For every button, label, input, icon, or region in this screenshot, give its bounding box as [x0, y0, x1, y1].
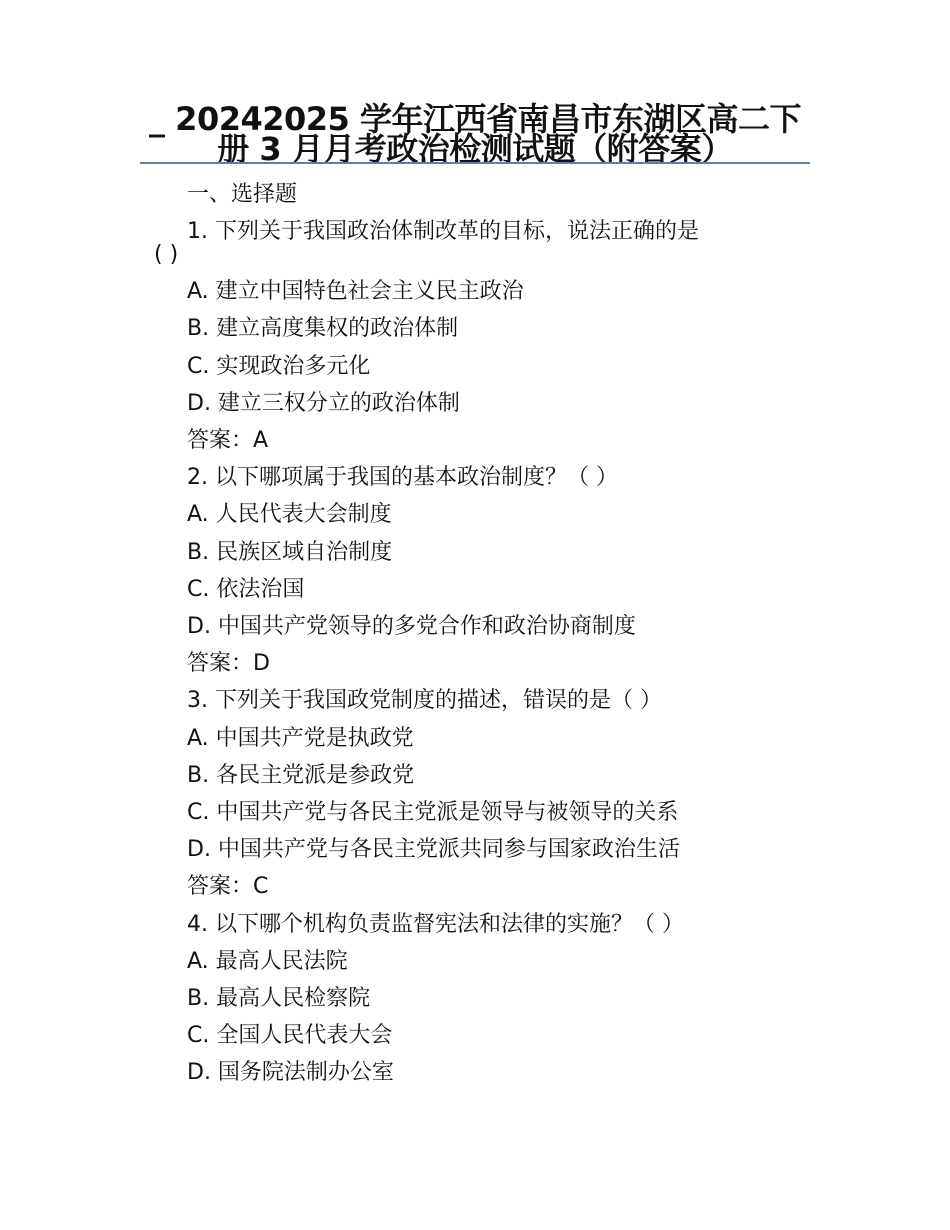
- document-title: _ 20242025 学年江西省南昌市东湖区高二下册 3 月月考政治检测试题（附答案）: [149, 100, 801, 168]
- question-1-option-b: B. 建立高度集权的政治体制: [187, 316, 459, 342]
- question-4-stem: 4. 以下哪个机构负责监督宪法和法律的实施？（ ）: [187, 911, 684, 937]
- document-body: [150, 176, 790, 1092]
- question-1-option-d: D. 建立三权分立的政治体制: [187, 390, 460, 416]
- question-1-option-a: A. 建立中国特色社会主义民主政治: [187, 279, 524, 305]
- question-2-option-a: A. 人民代表大会制度: [187, 502, 392, 528]
- question-1-option-c: C. 实现政治多元化: [187, 353, 371, 379]
- question-1-stem-line2: ( ): [154, 242, 179, 268]
- question-2-answer: 答案：D: [187, 651, 270, 677]
- title-underline: [140, 162, 810, 164]
- question-1-answer: 答案：A: [187, 428, 269, 454]
- question-3-option-d: D. 中国共产党与各民主党派共同参与国家政治生活: [187, 837, 680, 863]
- question-3-option-c: C. 中国共产党与各民主党派是领导与被领导的关系: [187, 800, 679, 826]
- question-2-option-d: D. 中国共产党领导的多党合作和政治协商制度: [187, 614, 636, 640]
- question-4-option-d: D. 国务院法制办公室: [187, 1060, 394, 1086]
- question-4-option-b: B. 最高人民检察院: [187, 986, 371, 1012]
- question-1-stem-line1: 1. 下列关于我国政治体制改革的目标，说法正确的是: [187, 219, 699, 245]
- question-2-stem: 2. 以下哪项属于我国的基本政治制度？（ ）: [187, 465, 618, 491]
- section-heading: 一、选择题: [187, 182, 298, 207]
- question-3-option-b: B. 各民主党派是参政党: [187, 762, 415, 788]
- question-4-option-a: A. 最高人民法院: [187, 948, 348, 974]
- question-2-option-c: C. 依法治国: [187, 576, 305, 602]
- question-3-answer: 答案：C: [187, 874, 269, 900]
- question-2-option-b: B. 民族区域自治制度: [187, 539, 393, 565]
- question-1-stem: [150, 213, 790, 273]
- question-3-option-a: A. 中国共产党是执政党: [187, 725, 414, 751]
- question-3-stem: 3. 下列关于我国政党制度的描述，错误的是（ ）: [187, 688, 662, 714]
- question-4-option-c: C. 全国人民代表大会: [187, 1023, 393, 1049]
